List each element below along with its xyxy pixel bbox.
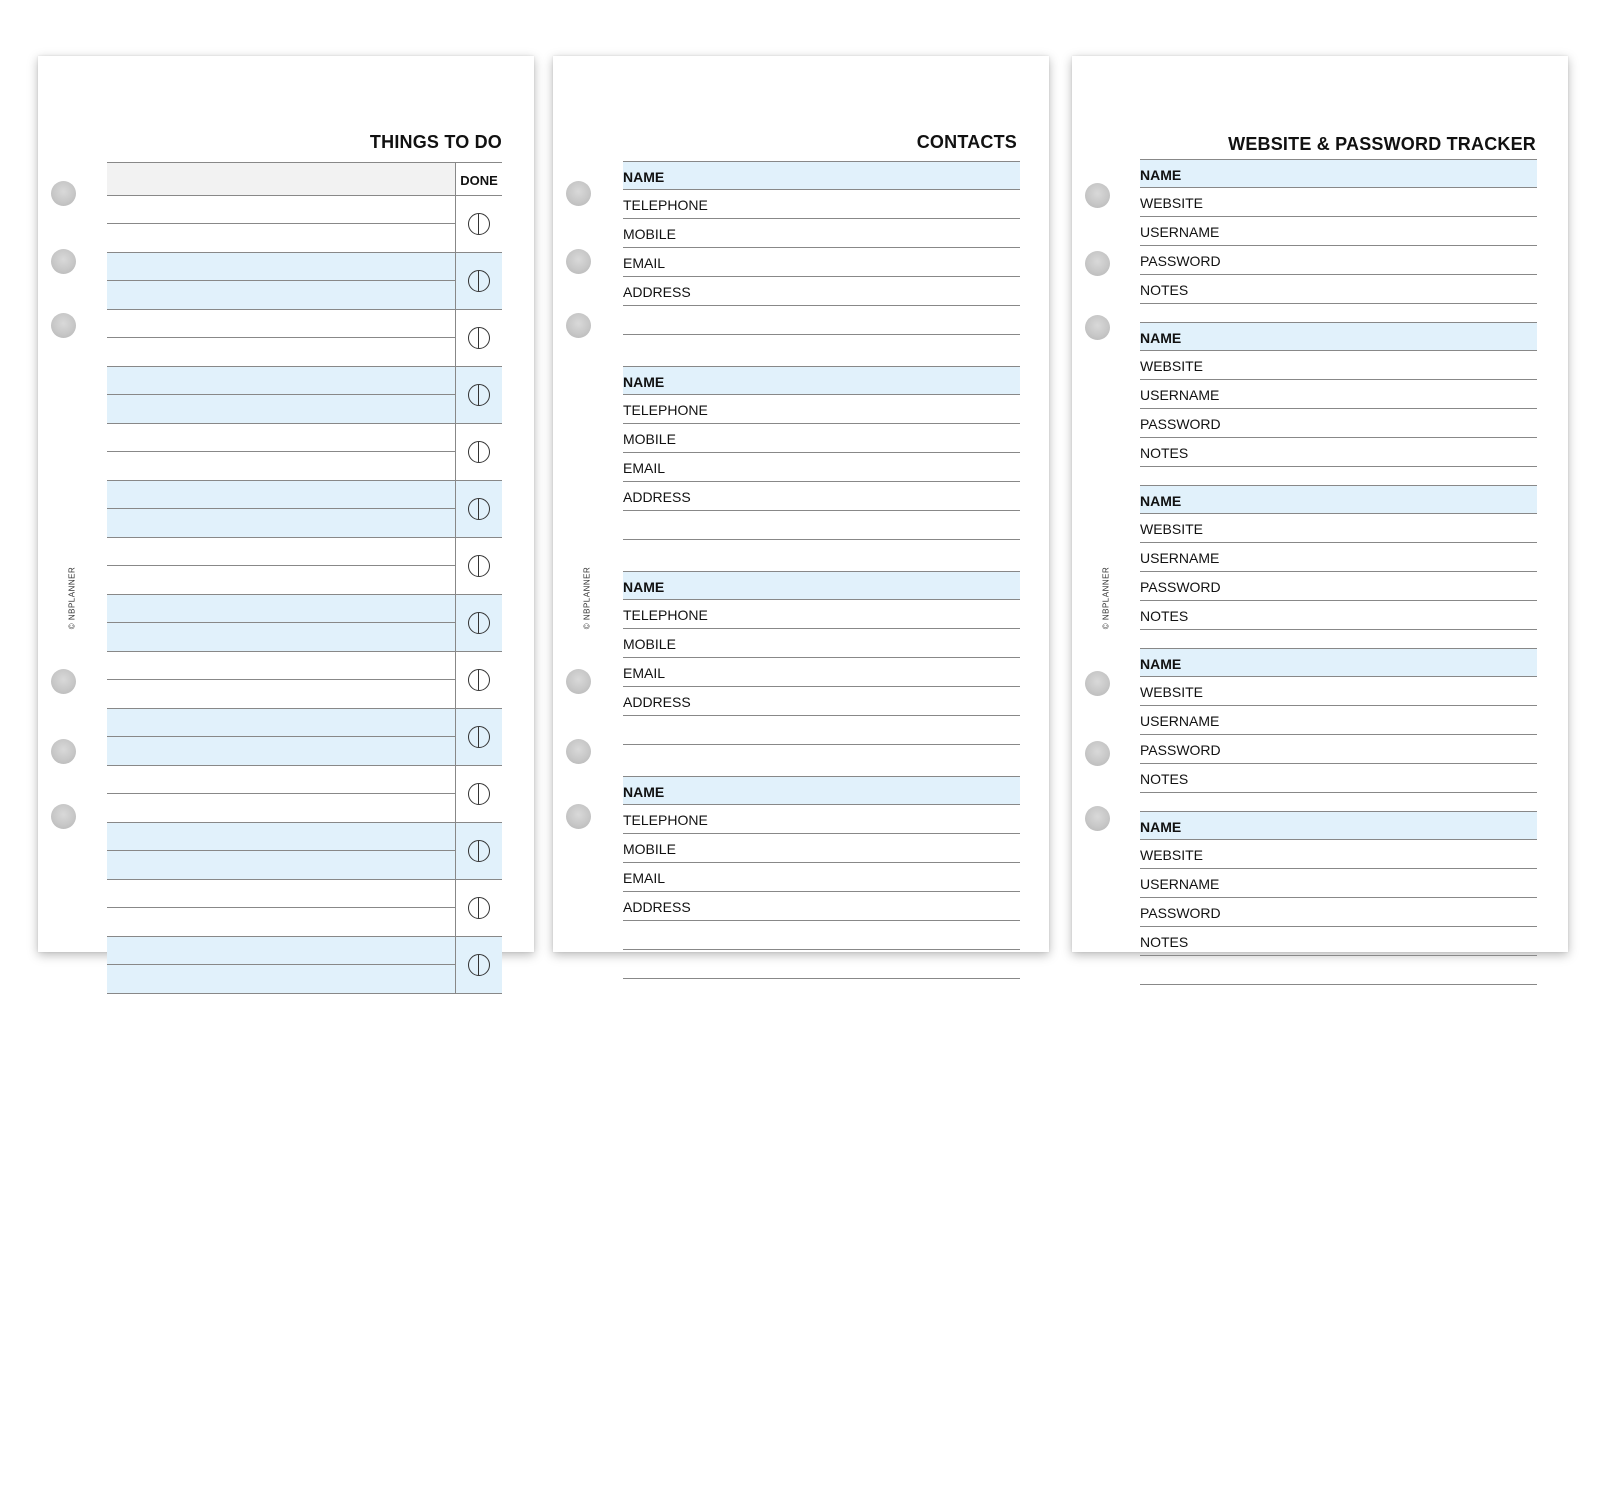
- password-field-row[interactable]: [1140, 246, 1537, 275]
- password-field-row[interactable]: [1140, 735, 1537, 764]
- todo-row-divider: [107, 736, 455, 737]
- contact-field-row[interactable]: [623, 805, 1020, 834]
- page-title: THINGS TO DO: [369, 132, 502, 152]
- password-field-label: NOTES: [1140, 445, 1189, 461]
- done-cell[interactable]: [455, 538, 502, 594]
- password-field-label: USERNAME: [1140, 550, 1220, 566]
- contact-field-row[interactable]: [623, 892, 1020, 921]
- password-field-label: USERNAME: [1140, 713, 1220, 729]
- password-field-row[interactable]: [1140, 927, 1537, 956]
- contact-field-label: MOBILE: [623, 841, 676, 857]
- todo-row[interactable]: [107, 937, 502, 994]
- password-field-label: NAME: [1140, 492, 1182, 509]
- password-field-row[interactable]: [1140, 514, 1537, 543]
- punch-hole: [566, 669, 591, 694]
- password-field-row[interactable]: [1140, 217, 1537, 246]
- password-field-label: WEBSITE: [1140, 684, 1204, 700]
- done-checkbox-icon[interactable]: [468, 498, 490, 520]
- password-field-label: WEBSITE: [1140, 358, 1204, 374]
- contact-field-row[interactable]: [623, 571, 1020, 600]
- done-checkbox-icon[interactable]: [468, 954, 490, 976]
- contact-field-row[interactable]: [623, 366, 1020, 395]
- contact-field-row[interactable]: [623, 834, 1020, 863]
- password-field-row[interactable]: [1140, 543, 1537, 572]
- done-cell[interactable]: [455, 367, 502, 423]
- todo-header: [107, 162, 502, 196]
- done-column-header: DONE: [455, 163, 502, 195]
- password-field-row[interactable]: [1140, 840, 1537, 869]
- contact-field-label: ADDRESS: [623, 899, 691, 915]
- punch-hole: [51, 249, 76, 274]
- contact-field-label: NAME: [623, 578, 665, 595]
- password-field-label: WEBSITE: [1140, 195, 1204, 211]
- contact-field-label: TELEPHONE: [623, 402, 708, 418]
- todo-row[interactable]: [107, 823, 502, 880]
- contact-field-row[interactable]: [623, 776, 1020, 805]
- todo-row-divider: [107, 907, 455, 908]
- todo-row[interactable]: [107, 424, 502, 481]
- done-checkbox-icon[interactable]: [468, 327, 490, 349]
- todo-row[interactable]: [107, 196, 502, 253]
- todo-row-divider: [107, 508, 455, 509]
- punch-hole: [566, 181, 591, 206]
- punch-hole: [1085, 741, 1110, 766]
- password-field-label: USERNAME: [1140, 224, 1220, 240]
- contact-entry: [623, 571, 1020, 745]
- punch-hole: [1085, 315, 1110, 340]
- contact-blank-line[interactable]: [623, 511, 1020, 540]
- punch-hole: [1085, 251, 1110, 276]
- contact-field-row[interactable]: [623, 687, 1020, 716]
- contact-field-row[interactable]: [623, 395, 1020, 424]
- password-field-row[interactable]: [1140, 485, 1537, 514]
- password-field-label: NOTES: [1140, 608, 1189, 624]
- done-checkbox-icon[interactable]: [468, 783, 490, 805]
- punch-hole: [51, 181, 76, 206]
- password-field-label: WEBSITE: [1140, 521, 1204, 537]
- done-checkbox-icon[interactable]: [468, 213, 490, 235]
- done-cell[interactable]: [455, 880, 502, 936]
- done-checkbox-icon[interactable]: [468, 726, 490, 748]
- done-cell[interactable]: [455, 937, 502, 993]
- password-field-row[interactable]: [1140, 898, 1537, 927]
- password-blank-line[interactable]: [1140, 956, 1537, 985]
- contact-field-label: ADDRESS: [623, 489, 691, 505]
- done-cell[interactable]: [455, 709, 502, 765]
- punch-hole: [566, 249, 591, 274]
- contact-entry: [623, 366, 1020, 540]
- contact-field-label: MOBILE: [623, 636, 676, 652]
- password-field-label: USERNAME: [1140, 876, 1220, 892]
- todo-row-divider: [107, 793, 455, 794]
- contact-field-row[interactable]: [623, 424, 1020, 453]
- password-field-row[interactable]: [1140, 438, 1537, 467]
- password-field-label: NOTES: [1140, 282, 1189, 298]
- contact-field-label: MOBILE: [623, 431, 676, 447]
- password-field-label: PASSWORD: [1140, 253, 1221, 269]
- password-field-row[interactable]: [1140, 380, 1537, 409]
- contact-field-label: TELEPHONE: [623, 197, 708, 213]
- contact-field-label: NAME: [623, 373, 665, 390]
- contact-blank-line[interactable]: [623, 306, 1020, 335]
- contact-field-label: ADDRESS: [623, 284, 691, 300]
- contact-field-label: NAME: [623, 783, 665, 800]
- contact-field-label: EMAIL: [623, 665, 666, 681]
- password-entry: [1140, 811, 1537, 985]
- punch-hole: [51, 669, 76, 694]
- done-cell[interactable]: [455, 253, 502, 309]
- contact-field-label: TELEPHONE: [623, 812, 708, 828]
- done-cell[interactable]: [455, 652, 502, 708]
- done-checkbox-icon[interactable]: [468, 384, 490, 406]
- todo-row[interactable]: [107, 538, 502, 595]
- contact-field-row[interactable]: [623, 248, 1020, 277]
- password-entry: [1140, 159, 1537, 304]
- password-field-label: PASSWORD: [1140, 905, 1221, 921]
- password-field-label: WEBSITE: [1140, 847, 1204, 863]
- todo-row[interactable]: [107, 766, 502, 823]
- password-field-label: NOTES: [1140, 771, 1189, 787]
- contact-field-row[interactable]: [623, 190, 1020, 219]
- punch-hole: [1085, 183, 1110, 208]
- password-field-row[interactable]: [1140, 409, 1537, 438]
- password-field-label: PASSWORD: [1140, 416, 1221, 432]
- done-cell[interactable]: [455, 766, 502, 822]
- todo-row-divider: [107, 223, 455, 224]
- contact-field-row[interactable]: [623, 863, 1020, 892]
- contact-field-row[interactable]: [623, 219, 1020, 248]
- page-title: WEBSITE & PASSWORD TRACKER: [1228, 134, 1536, 154]
- contact-field-label: ADDRESS: [623, 694, 691, 710]
- password-entry: [1140, 485, 1537, 630]
- todo-row-divider: [107, 850, 455, 851]
- todo-rows: [107, 196, 502, 994]
- contacts-page: © NBPLANNER CONTACTS NAME TELEPHONE MOBILE EMAIL ADDRESS NAME TELEPHONE MOBILE EMAIL ADDRESS NAME TELEPHONE MOBILE EMAIL ADDRESS NAME TELEPHONE MOBILE EMAIL ADDRESS: [553, 56, 1049, 952]
- todo-table: [107, 162, 502, 994]
- todo-row-divider: [107, 280, 455, 281]
- contact-field-label: NAME: [623, 168, 665, 185]
- todo-row[interactable]: [107, 367, 502, 424]
- punch-hole: [51, 804, 76, 829]
- contact-field-row[interactable]: [623, 161, 1020, 190]
- todo-row-divider: [107, 622, 455, 623]
- done-cell[interactable]: [455, 595, 502, 651]
- password-field-row[interactable]: [1140, 322, 1537, 351]
- todo-row-divider: [107, 394, 455, 395]
- password-field-row[interactable]: [1140, 648, 1537, 677]
- contact-field-row[interactable]: [623, 658, 1020, 687]
- todo-row[interactable]: [107, 880, 502, 937]
- contact-field-row[interactable]: [623, 600, 1020, 629]
- done-checkbox-icon[interactable]: [468, 612, 490, 634]
- password-field-row[interactable]: [1140, 159, 1537, 188]
- contact-entry: [623, 776, 1020, 979]
- contact-entry: [623, 161, 1020, 335]
- contact-blank-line[interactable]: [623, 716, 1020, 745]
- password-field-label: PASSWORD: [1140, 742, 1221, 758]
- contact-field-label: MOBILE: [623, 226, 676, 242]
- todo-row[interactable]: [107, 481, 502, 538]
- done-cell[interactable]: [455, 823, 502, 879]
- password-field-label: NAME: [1140, 655, 1182, 672]
- todo-row-divider: [107, 565, 455, 566]
- contact-field-label: EMAIL: [623, 255, 666, 271]
- password-field-row[interactable]: [1140, 811, 1537, 840]
- done-checkbox-icon[interactable]: [468, 270, 490, 292]
- todo-row[interactable]: [107, 253, 502, 310]
- password-tracker-page: © NBPLANNER WEBSITE & PASSWORD TRACKER NAME WEBSITE USERNAME PASSWORD NOTES NAME WEBSITE USERNAME PASSWORD NOTES NAME WEBSITE USERNAME PASSWORD NOTES NAME WEBSITE USERNAME PASSWORD NOTES NAME WEBSITE USERNAME PASSWORD NOTES: [1072, 56, 1568, 952]
- password-field-row[interactable]: [1140, 572, 1537, 601]
- todo-page: © NBPLANNER THINGS TO DO DONE: [38, 56, 534, 952]
- punch-hole: [566, 313, 591, 338]
- contact-blank-line[interactable]: [623, 950, 1020, 979]
- password-field-label: NAME: [1140, 166, 1182, 183]
- todo-row[interactable]: [107, 595, 502, 652]
- todo-row-divider: [107, 679, 455, 680]
- password-entry: [1140, 648, 1537, 793]
- todo-row[interactable]: [107, 652, 502, 709]
- done-cell[interactable]: [455, 424, 502, 480]
- password-field-row[interactable]: [1140, 351, 1537, 380]
- done-cell[interactable]: [455, 310, 502, 366]
- punch-hole: [51, 739, 76, 764]
- page-title: CONTACTS: [916, 132, 1017, 152]
- password-field-row[interactable]: [1140, 275, 1537, 304]
- password-field-row[interactable]: [1140, 764, 1537, 793]
- done-checkbox-icon[interactable]: [468, 840, 490, 862]
- password-field-label: NOTES: [1140, 934, 1189, 950]
- password-field-row[interactable]: [1140, 188, 1537, 217]
- password-field-row[interactable]: [1140, 706, 1537, 735]
- todo-row-divider: [107, 451, 455, 452]
- contact-field-row[interactable]: [623, 629, 1020, 658]
- done-checkbox-icon[interactable]: [468, 897, 490, 919]
- contact-field-row[interactable]: [623, 453, 1020, 482]
- todo-row[interactable]: [107, 709, 502, 766]
- punch-hole: [1085, 806, 1110, 831]
- done-cell[interactable]: [455, 196, 502, 252]
- contact-field-label: EMAIL: [623, 460, 666, 476]
- contact-field-row[interactable]: [623, 277, 1020, 306]
- punch-hole: [51, 313, 76, 338]
- done-cell[interactable]: [455, 481, 502, 537]
- password-field-label: USERNAME: [1140, 387, 1220, 403]
- done-checkbox-icon[interactable]: [468, 555, 490, 577]
- contact-field-label: EMAIL: [623, 870, 666, 886]
- done-checkbox-icon[interactable]: [468, 669, 490, 691]
- todo-row[interactable]: [107, 310, 502, 367]
- todo-row-divider: [107, 337, 455, 338]
- punch-hole: [566, 739, 591, 764]
- password-field-label: PASSWORD: [1140, 579, 1221, 595]
- contact-blank-line[interactable]: [623, 921, 1020, 950]
- contact-field-row[interactable]: [623, 482, 1020, 511]
- password-field-label: NAME: [1140, 329, 1182, 346]
- todo-row-divider: [107, 964, 455, 965]
- punch-hole: [1085, 671, 1110, 696]
- punch-hole: [566, 804, 591, 829]
- password-field-label: NAME: [1140, 818, 1182, 835]
- password-entry: [1140, 322, 1537, 467]
- contact-field-label: TELEPHONE: [623, 607, 708, 623]
- password-field-row[interactable]: [1140, 869, 1537, 898]
- done-checkbox-icon[interactable]: [468, 441, 490, 463]
- password-field-row[interactable]: [1140, 677, 1537, 706]
- password-field-row[interactable]: [1140, 601, 1537, 630]
